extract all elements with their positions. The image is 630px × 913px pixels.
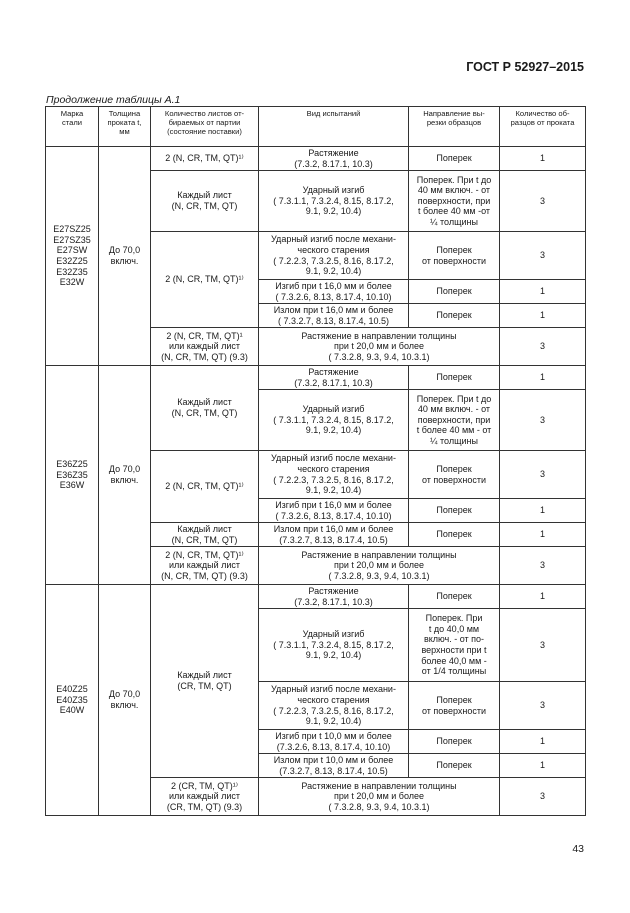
cell-line: поверхности, при [417, 414, 491, 425]
cell-line: До 70,0 [108, 464, 141, 475]
direction-cell [409, 585, 500, 609]
test-cell [259, 390, 409, 451]
cell-line: Ударный изгиб [302, 629, 365, 640]
cell-line: ( 7.3.2.8, 9.3, 9.4, 10.3.1) [328, 801, 430, 812]
page-number: 43 [572, 843, 584, 855]
cell-line: 2 (N, CR, TM, QT)¹⁾ [165, 153, 244, 164]
cell-line: ( 7.3.1.1, 7.3.2.4, 8.15, 8.17.2, [273, 195, 394, 206]
cell-line: Каждый лист [177, 190, 232, 201]
cell-line: (N, CR, TM, QT) (9.3) [161, 570, 248, 581]
thickness-cell [99, 147, 151, 366]
sheets-cell [151, 547, 259, 585]
cell-line: E27SW [56, 245, 88, 256]
cell-line: Ударный изгиб после механи- [271, 453, 396, 464]
cell-line: Поперек [436, 760, 472, 771]
count-cell: 3 [500, 778, 586, 816]
spec-table [45, 106, 586, 816]
header-row [46, 107, 586, 147]
test-cell [259, 499, 409, 523]
cell-line: ческого старения [297, 463, 370, 474]
cell-line: (7.3.2, 8.17.1, 10.3) [294, 596, 373, 607]
cell-line: Ударный изгиб после механи- [271, 684, 396, 695]
cell-line: ( 7.2.2.3, 7.3.2.5, 8.16, 8.17.2, [273, 255, 394, 266]
thickness-cell [99, 366, 151, 585]
cell-line: Изгиб при t 16,0 мм и более [275, 280, 392, 291]
table-caption: Продолжение таблицы А.1 [46, 94, 181, 106]
cell-line: (N, CR, TM, QT) [171, 408, 238, 418]
cell-line: Каждый лист [177, 397, 232, 408]
cell-line: E40W [59, 705, 85, 716]
cell-line: (состояние поставки) [167, 126, 242, 136]
cell-line: E32Z35 [56, 266, 88, 277]
count-cell: 3 [500, 171, 586, 232]
test-cell [259, 328, 500, 366]
cell-line: Толщина [108, 109, 141, 118]
sheets-cell [151, 147, 259, 171]
cell-line: Поперек [436, 286, 472, 297]
count-cell: 1 [500, 280, 586, 304]
cell-line: Растяжение [308, 147, 359, 158]
col-samples-header [500, 107, 586, 147]
test-cell [259, 523, 409, 547]
cell-line: Количество об- [515, 109, 570, 118]
table-row [46, 585, 586, 609]
cell-line: (CR, TM, QT) [177, 681, 232, 691]
sheets-cell [151, 328, 259, 366]
cell-line: или каждый лист [168, 560, 241, 571]
cell-line: ( 7.3.2.6, 8.13, 8.17.4, 10.10) [275, 291, 392, 302]
test-cell [259, 366, 409, 390]
count-cell: 3 [500, 390, 586, 451]
cell-line: включ. [110, 256, 139, 266]
test-cell [259, 682, 409, 730]
cell-line: верхности при t [421, 645, 487, 655]
sheets-cell [151, 366, 259, 451]
count-cell: 1 [500, 585, 586, 609]
direction-cell [409, 499, 500, 523]
count-cell: 1 [500, 754, 586, 778]
cell-line: ческого старения [297, 694, 370, 705]
cell-line: Излом при t 16,0 мм и более [273, 523, 394, 534]
direction-cell [409, 609, 500, 682]
count-cell: 1 [500, 499, 586, 523]
count-cell: 3 [500, 451, 586, 499]
count-cell: 3 [500, 682, 586, 730]
cell-line: ( 7.3.2.8, 9.3, 9.4, 10.3.1) [328, 351, 430, 362]
cell-line: или каждый лист [168, 791, 241, 802]
cell-line: ческого старения [297, 244, 370, 255]
cell-line: Растяжение в направлении толщины [301, 549, 457, 560]
direction-cell [409, 754, 500, 778]
cell-line: Растяжение [308, 585, 359, 596]
cell-line: ( 7.2.2.3, 7.3.2.5, 8.16, 8.17.2, [273, 705, 394, 716]
count-cell: 3 [500, 232, 586, 280]
count-cell: 3 [500, 609, 586, 682]
col-direction-header [409, 107, 500, 147]
cell-line: включ. [110, 700, 139, 710]
cell-line: более 40,0 мм - [421, 655, 487, 666]
cell-line: 9.1, 9.2, 10.4) [305, 485, 362, 496]
test-cell [259, 147, 409, 171]
cell-line: ( 7.3.2.6, 8.13, 8.17.4, 10.10) [275, 510, 392, 521]
cell-line: 9.1, 9.2, 10.4) [305, 716, 362, 727]
cell-line: (N, CR, TM, QT) [171, 201, 238, 211]
col-thickness-header [99, 107, 151, 147]
cell-line: Излом при t 10,0 мм и более [273, 754, 394, 765]
cell-line: E36Z25 [56, 459, 88, 470]
cell-line: или каждый лист [168, 341, 241, 352]
cell-line: Излом при t 16,0 мм и более [273, 304, 394, 315]
cell-line: ¼ толщины [430, 216, 478, 227]
cell-line: 9.1, 9.2, 10.4) [305, 266, 362, 277]
cell-line: бираемых от партии [168, 117, 241, 127]
cell-line: E36W [59, 480, 85, 491]
cell-line: 9.1, 9.2, 10.4) [305, 206, 362, 217]
cell-line: Растяжение в направлении толщины [301, 330, 457, 341]
thickness-cell [99, 585, 151, 816]
cell-line: при t 20,0 мм и более [333, 341, 425, 352]
cell-line: 40 мм включ. - от [417, 185, 491, 196]
cell-line: Изгиб при t 10,0 мм и более [275, 730, 392, 741]
cell-line: Направление вы- [423, 109, 485, 118]
cell-line: ( 7.3.2.7, 8.13, 8.17.4, 10.5) [277, 315, 390, 326]
count-cell: 1 [500, 366, 586, 390]
direction-cell [409, 730, 500, 754]
cell-line: Поперек [436, 505, 472, 516]
cell-line: (7.3.2, 8.17.1, 10.3) [294, 377, 373, 388]
cell-line: (CR, TM, QT) (9.3) [166, 801, 243, 812]
cell-line: Поперек [436, 153, 472, 164]
cell-line: Поперек [436, 529, 472, 540]
count-cell: 1 [500, 730, 586, 754]
cell-line: t более 40 мм -от [417, 206, 491, 217]
cell-line: от поверхности [421, 255, 487, 266]
cell-line: (7.3.2.7, 8.13, 8.17.4, 10.5) [279, 534, 388, 545]
direction-cell [409, 280, 500, 304]
sheets-cell [151, 232, 259, 328]
cell-line: 2 (N, CR, TM, QT)¹⁾ [165, 481, 244, 492]
cell-line: Поперек. При t до [416, 393, 492, 404]
sheets-cell [151, 171, 259, 232]
cell-line: от поверхности [421, 705, 487, 716]
cell-line: (N, CR, TM, QT) [171, 534, 238, 545]
cell-line: ( 7.3.1.1, 7.3.2.4, 8.15, 8.17.2, [273, 414, 394, 425]
cell-line: Марка [60, 109, 84, 118]
cell-line: E40Z35 [56, 694, 88, 705]
cell-line: (7.3.2.7, 8.13, 8.17.4, 10.5) [279, 765, 388, 776]
cell-line: Растяжение в направлении толщины [301, 780, 457, 791]
cell-line: E40Z25 [56, 684, 88, 695]
test-cell [259, 585, 409, 609]
direction-cell [409, 171, 500, 232]
count-cell: 1 [500, 147, 586, 171]
count-cell: 1 [500, 304, 586, 328]
test-cell [259, 547, 500, 585]
count-cell: 3 [500, 547, 586, 585]
cell-line: проката t, [107, 117, 142, 127]
cell-line: мм [119, 126, 130, 136]
cell-line: Поперек [436, 694, 472, 705]
grade-cell [46, 147, 99, 366]
direction-cell [409, 682, 500, 730]
cell-line: поверхности, при [417, 195, 491, 206]
test-cell [259, 232, 409, 280]
cell-line: E27SZ25 [53, 224, 91, 235]
standard-code: ГОСТ Р 52927–2015 [466, 60, 584, 74]
sheets-cell [151, 585, 259, 778]
count-cell: 1 [500, 523, 586, 547]
cell-line: разцов от проката [510, 117, 575, 127]
cell-line: Каждый лист [177, 670, 232, 681]
table-row [46, 147, 586, 171]
cell-line: включ. - от по- [423, 634, 485, 645]
cell-line: Поперек [436, 372, 472, 383]
cell-line: До 70,0 [108, 245, 141, 256]
cell-line: Поперек. При [425, 613, 483, 624]
cell-line: 9.1, 9.2, 10.4) [305, 425, 362, 436]
cell-line: Поперек [436, 310, 472, 321]
cell-line: До 70,0 [108, 689, 141, 700]
grade-cell [46, 585, 99, 816]
direction-cell [409, 451, 500, 499]
cell-line: 9.1, 9.2, 10.4) [305, 650, 362, 661]
cell-line: от 1/4 толщины [421, 666, 487, 677]
cell-line: ( 7.2.2.3, 7.3.2.5, 8.16, 8.17.2, [273, 474, 394, 485]
col-test-header [259, 107, 409, 147]
direction-cell [409, 523, 500, 547]
direction-cell [409, 390, 500, 451]
cell-line: резки образцов [426, 117, 482, 127]
cell-line: ( 7.3.1.1, 7.3.2.4, 8.15, 8.17.2, [273, 639, 394, 650]
test-cell [259, 280, 409, 304]
direction-cell [409, 232, 500, 280]
test-cell [259, 609, 409, 682]
cell-line: Поперек [436, 463, 472, 474]
direction-cell [409, 366, 500, 390]
cell-line: E27SZ35 [53, 234, 91, 245]
cell-line: E32Z25 [56, 256, 88, 266]
test-cell [259, 304, 409, 328]
cell-line: t более 40 мм - от [416, 425, 492, 436]
grade-cell [46, 366, 99, 585]
col-sheets-header [151, 107, 259, 147]
direction-cell [409, 304, 500, 328]
cell-line: 2 (N, CR, TM, QT)¹⁾ [165, 549, 244, 560]
cell-line: Поперек [436, 591, 472, 602]
cell-line: 2 (N, CR, TM, QT)¹ [166, 330, 243, 341]
cell-line: Изгиб при t 16,0 мм и более [275, 499, 392, 510]
col-grade-header [46, 107, 99, 147]
cell-line: Поперек [436, 736, 472, 747]
cell-line: при t 20,0 мм и более [333, 560, 425, 571]
cell-line: при t 20,0 мм и более [333, 791, 425, 802]
direction-cell [409, 147, 500, 171]
cell-line: Ударный изгиб [302, 404, 365, 415]
cell-line: Вид испытаний [306, 109, 361, 118]
cell-line: включ. [110, 475, 139, 485]
test-cell [259, 171, 409, 232]
count-cell: 3 [500, 328, 586, 366]
cell-line: Поперек. При t до [416, 174, 492, 185]
sheets-cell [151, 451, 259, 523]
cell-line: Каждый лист [177, 523, 232, 534]
cell-line: Количество листов от- [164, 109, 245, 118]
cell-line: (N, CR, TM, QT) (9.3) [161, 351, 248, 362]
test-cell [259, 754, 409, 778]
cell-line: 2 (CR, TM, QT)¹⁾ [170, 780, 239, 791]
cell-line: (7.3.2.6, 8.13, 8.17.4, 10.10) [276, 741, 391, 752]
cell-line: стали [61, 117, 83, 127]
test-cell [259, 730, 409, 754]
cell-line: Ударный изгиб после механи- [271, 234, 396, 245]
cell-line: Растяжение [308, 366, 359, 377]
cell-line: E36Z35 [56, 469, 88, 480]
cell-line: t до 40,0 мм [428, 623, 480, 634]
sheets-cell [151, 778, 259, 816]
cell-line: Поперек [436, 244, 472, 255]
cell-line: 40 мм включ. - от [417, 404, 491, 415]
cell-line: E32W [59, 277, 85, 288]
cell-line: 2 (N, CR, TM, QT)¹⁾ [165, 274, 244, 285]
test-cell [259, 451, 409, 499]
cell-line: от поверхности [421, 474, 487, 485]
sheets-cell [151, 523, 259, 547]
cell-line: Ударный изгиб [302, 185, 365, 196]
cell-line: ( 7.3.2.8, 9.3, 9.4, 10.3.1) [328, 570, 430, 581]
test-cell [259, 778, 500, 816]
cell-line: (7.3.2, 8.17.1, 10.3) [294, 158, 373, 169]
table-row [46, 366, 586, 390]
cell-line: ¼ толщины [430, 435, 478, 446]
